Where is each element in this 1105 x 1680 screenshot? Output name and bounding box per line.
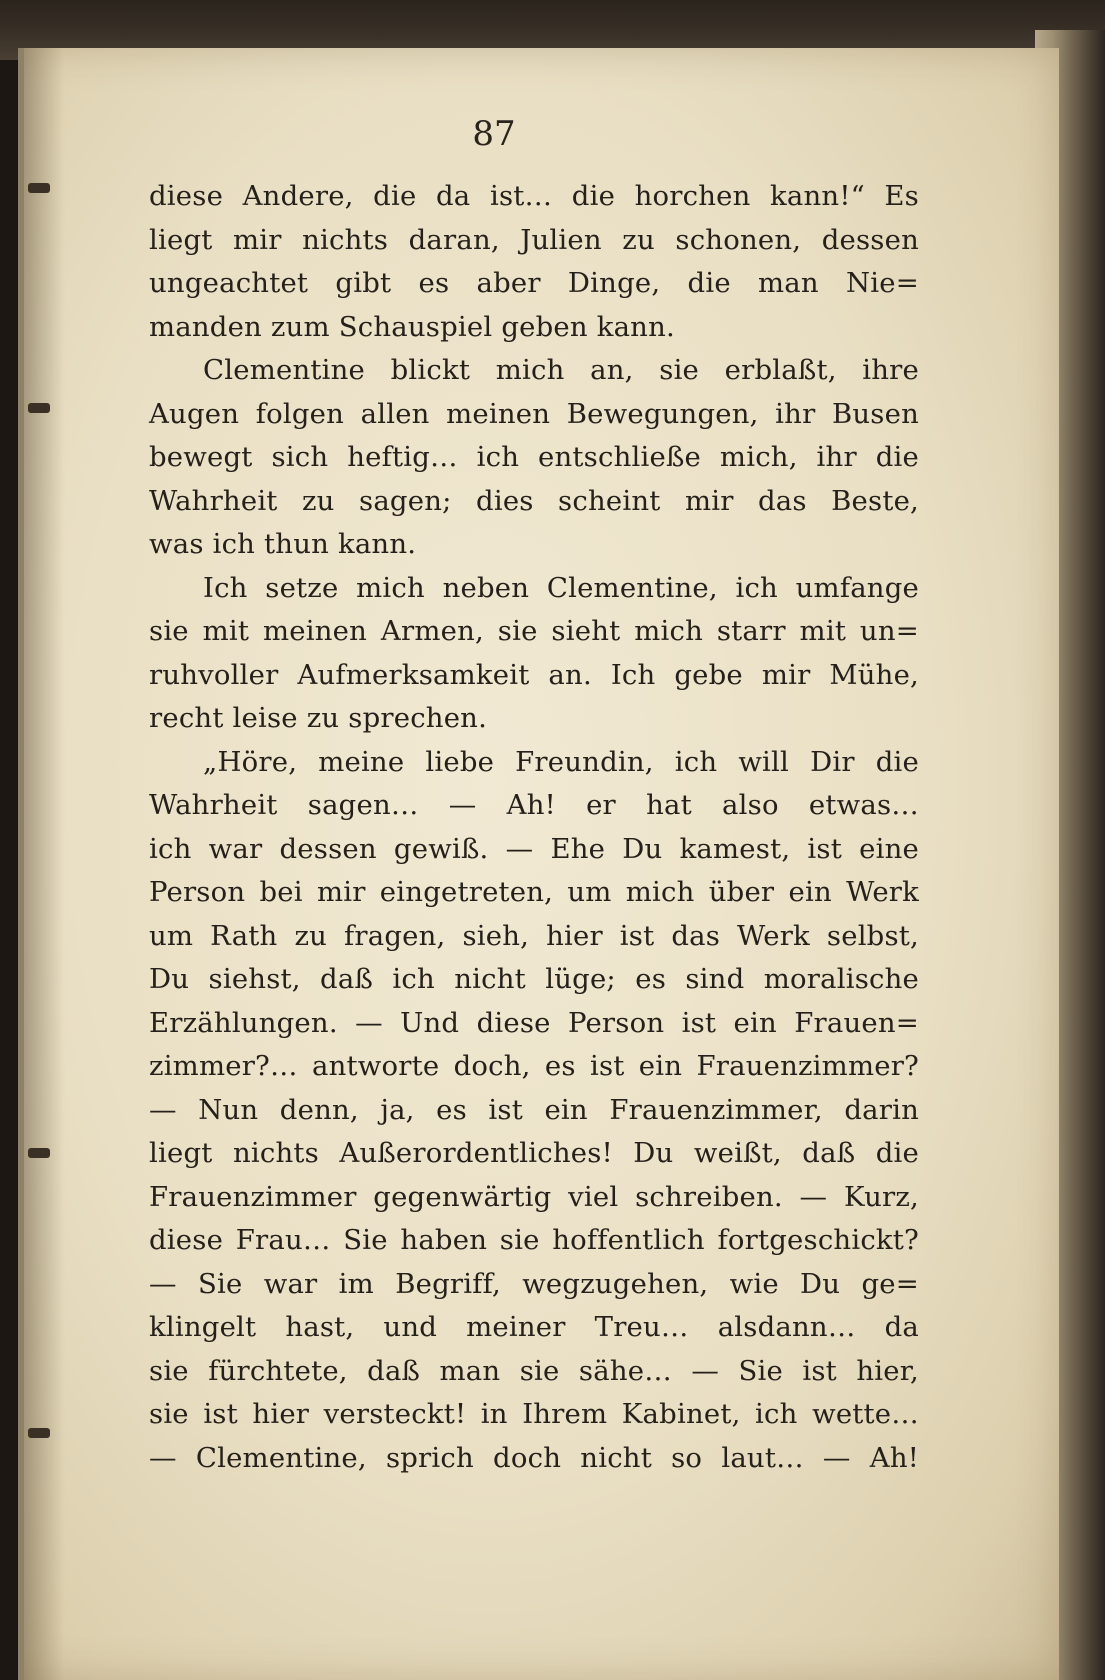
- binding-thread-mark: [28, 183, 50, 193]
- text-line: sie mit meinen Armen, sie sieht mich starr mit un=: [149, 615, 919, 647]
- text-line: ruhvoller Aufmerksamkeit an. Ich gebe mir Mühe,: [149, 658, 919, 691]
- page-number: 87: [472, 114, 516, 154]
- text-line: diese Frau… Sie haben sie hoffentlich fortgeschickt?: [149, 1224, 919, 1256]
- text-line: Erzählungen. — Und diese Person ist ein Frauen=: [149, 1006, 919, 1039]
- text-line: Wahrheit sagen… — Ah! er hat also etwas…: [149, 789, 919, 821]
- text-line: manden zum Schauspiel geben kann.: [149, 310, 675, 343]
- text-line: Wahrheit zu sagen; dies scheint mir das Beste,: [149, 484, 919, 517]
- text-line: Augen folgen allen meinen Bewegungen, ihr Busen: [149, 397, 919, 430]
- book-page: [18, 48, 1059, 1680]
- binding-thread-mark: [28, 403, 50, 413]
- text-line: sie ist hier versteckt! in Ihrem Kabinet, ich wette…: [149, 1398, 919, 1430]
- text-line: Frauenzimmer gegenwärtig viel schreiben. — Kurz,: [149, 1180, 919, 1213]
- text-line: liegt mir nichts daran, Julien zu schonen, dessen: [149, 223, 919, 256]
- text-line: ungeachtet gibt es aber Dinge, die man Nie=: [149, 267, 919, 299]
- binding-thread-mark: [28, 1148, 50, 1158]
- text-line: — Clementine, sprich doch nicht so laut… — Ah!: [149, 1441, 919, 1474]
- text-line: diese Andere, die da ist… die horchen kann!“ Es: [149, 180, 919, 212]
- text-line: um Rath zu fragen, sieh, hier ist das Werk selbst,: [149, 919, 919, 952]
- text-line: bewegt sich heftig… ich entschließe mich, ihr die: [149, 441, 919, 473]
- text-line: „Höre, meine liebe Freundin, ich will Dir die: [203, 745, 919, 778]
- text-line: liegt nichts Außerordentliches! Du weißt, daß die: [149, 1137, 919, 1169]
- body-text: [149, 175, 919, 1480]
- text-line: — Nun denn, ja, es ist ein Frauenzimmer, darin: [149, 1093, 919, 1126]
- text-line: was ich thun kann.: [149, 528, 417, 560]
- text-line: Du siehst, daß ich nicht lüge; es sind moralische: [149, 963, 919, 995]
- text-line: sie fürchtete, daß man sie sähe… — Sie ist hier,: [149, 1354, 919, 1387]
- text-line: zimmer?… antworte doch, es ist ein Frauenzimmer?: [149, 1050, 919, 1082]
- binding-thread-mark: [28, 1428, 50, 1438]
- text-line: Ich setze mich neben Clementine, ich umfange: [203, 571, 919, 604]
- text-line: recht leise zu sprechen.: [149, 702, 488, 734]
- text-line: Clementine blickt mich an, sie erblaßt, ihre: [203, 354, 919, 386]
- text-line: klingelt hast, und meiner Treu… alsdann… da: [149, 1311, 919, 1343]
- text-line: — Sie war im Begriff, wegzugehen, wie Du ge=: [149, 1267, 919, 1300]
- text-line: Person bei mir eingetreten, um mich über ein Werk: [149, 876, 919, 908]
- text-line: ich war dessen gewiß. — Ehe Du kamest, ist eine: [149, 832, 919, 865]
